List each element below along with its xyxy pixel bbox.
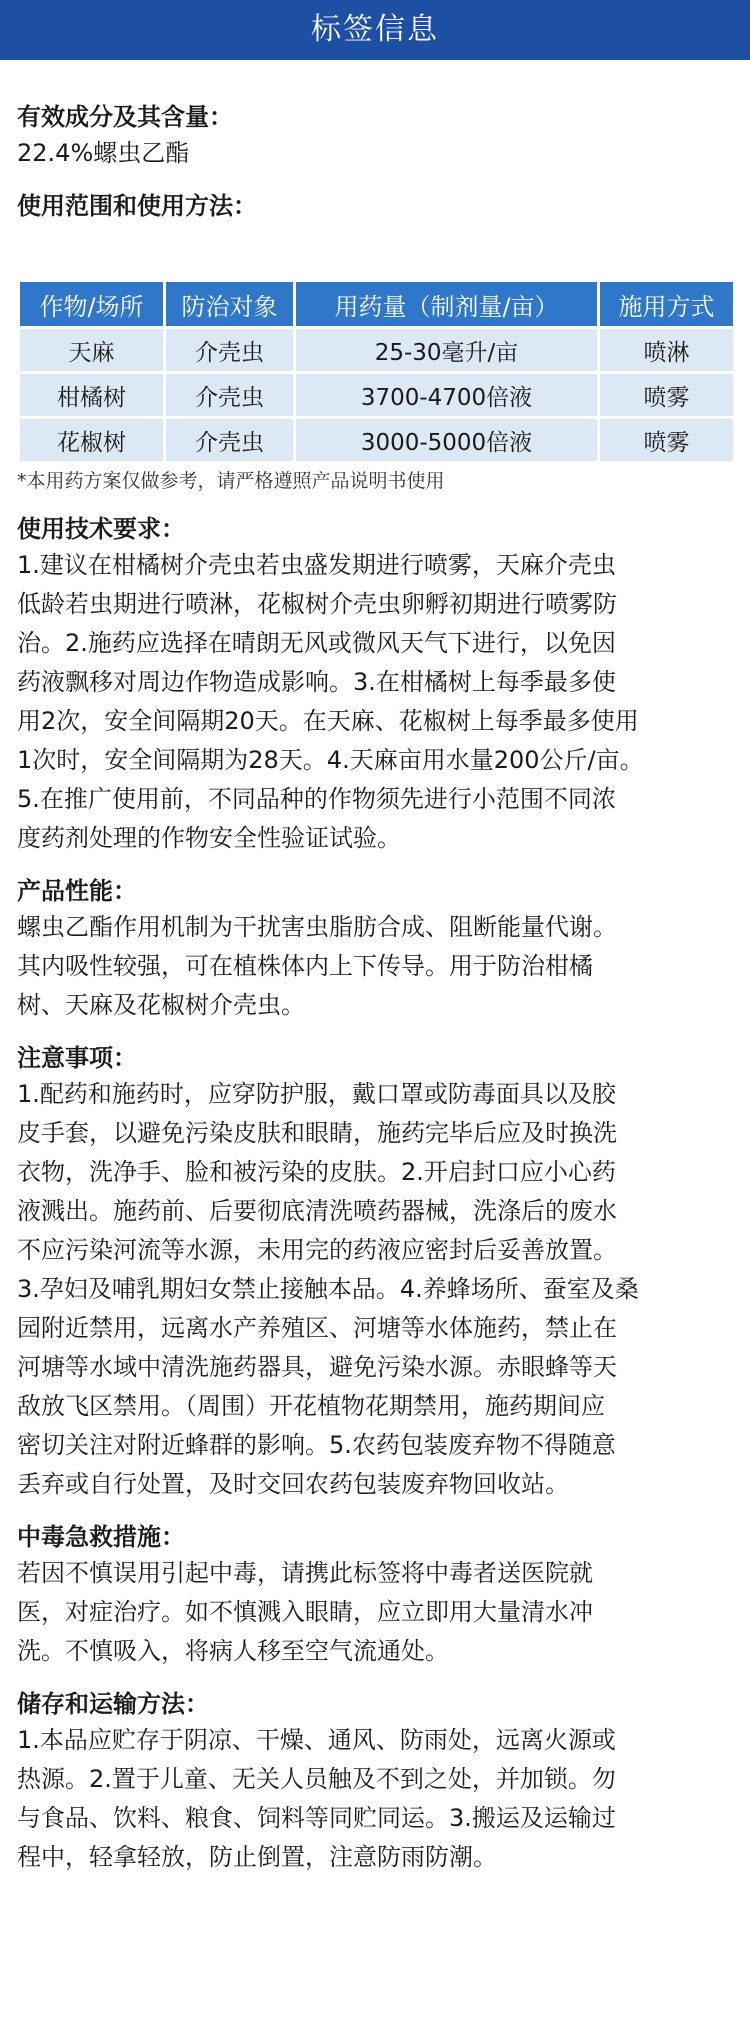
- text-line: 液溅出。施药前、后要彻底清洗喷药器械，洗涤后的废水: [17, 1197, 617, 1225]
- table-cell-method: 喷雾: [600, 419, 733, 461]
- table-cell-target: 介壳虫: [166, 374, 293, 416]
- usage-table-header: [20, 282, 733, 326]
- table-cell-target: 介壳虫: [166, 329, 293, 371]
- text-line: 不应污染河流等水源，未用完的药液应密封后妥善放置。: [17, 1236, 617, 1264]
- text-line: 治。2.施药应选择在晴朗无风或微风天气下进行，以免因: [17, 629, 616, 657]
- text-line: 1.配药和施药时，应穿防护服，戴口罩或防毒面具以及胶: [17, 1080, 616, 1108]
- column-header-crop: 作物/场所: [20, 282, 163, 326]
- text-line: 园附近禁用，远离水产养殖区、河塘等水体施药，禁止在: [17, 1314, 617, 1342]
- table-cell-crop: 花椒树: [20, 419, 163, 461]
- firstaid-text: [17, 1554, 733, 1671]
- text-line: 1.建议在柑橘树介壳虫若虫盛发期进行喷雾，天麻介壳虫: [17, 551, 616, 579]
- page-header: [0, 0, 750, 60]
- text-line: 河塘等水域中清洗施药器具，避免污染水源。赤眼蜂等天: [17, 1353, 617, 1381]
- table-cell-target: 介壳虫: [166, 419, 293, 461]
- table-cell-crop: 柑橘树: [20, 374, 163, 416]
- precautions-text: [17, 1075, 733, 1504]
- page-title: 标签信息: [311, 12, 439, 47]
- text-line: 程中，轻拿轻放，防止倒置，注意防雨防潮。: [17, 1843, 497, 1871]
- text-line: 其内吸性较强，可在植株体内上下传导。用于防治柑橘: [17, 952, 593, 980]
- text-line: 5.在推广使用前，不同品种的作物须先进行小范围不同浓: [17, 785, 616, 813]
- storage-section: [17, 1687, 733, 1877]
- table-cell-dosage: 25-30毫升/亩: [296, 329, 597, 371]
- text-line: 1.本品应贮存于阴凉、干燥、通风、防雨处，远离火源或: [17, 1726, 616, 1754]
- column-header-dosage: 用药量（制剂量/亩）: [296, 282, 597, 326]
- table-cell-dosage: 3700-4700倍液: [296, 374, 597, 416]
- text-line: 洗。不慎吸入，将病人移至空气流通处。: [17, 1637, 449, 1665]
- ingredients-text: 22.4%螺虫乙酯: [17, 139, 190, 167]
- text-line: 密切关注对附近蜂群的影响。5.农药包装废弃物不得随意: [17, 1431, 616, 1459]
- text-line: 螺虫乙酯作用机制为干扰害虫脂肪合成、阻断能量代谢。: [17, 913, 617, 941]
- ingredients-heading: 有效成分及其含量：: [17, 103, 233, 131]
- text-line: 低龄若虫期进行喷淋，花椒树介壳虫卵孵初期进行喷雾防: [17, 590, 617, 618]
- table-row: [20, 329, 733, 371]
- text-line: 敌放飞区禁用。（周围）开花植物花期禁用，施药期间应: [17, 1392, 605, 1420]
- text-line: 树、天麻及花椒树介壳虫。: [17, 991, 305, 1019]
- table-cell-crop: 天麻: [20, 329, 163, 371]
- usage-note: *本用药方案仅做参考，请严格遵照产品说明书使用: [17, 470, 445, 492]
- table-cell-dosage: 3000-5000倍液: [296, 419, 597, 461]
- precautions-section: [17, 1041, 733, 1504]
- text-line: 度药剂处理的作物安全性验证试验。: [17, 824, 401, 852]
- ingredients-section: [17, 100, 733, 173]
- usage-heading: 使用范围和使用方法：: [17, 192, 257, 220]
- text-line: 3.孕妇及哺乳期妇女禁止接触本品。4.养蜂场所、蚕室及桑: [17, 1275, 639, 1303]
- table-cell-method: 喷淋: [600, 329, 733, 371]
- text-line: 丢弃或自行处置，及时交回农药包装废弃物回收站。: [17, 1470, 569, 1498]
- text-line: 衣物，洗净手、脸和被污染的皮肤。2.开启封口应小心药: [17, 1158, 616, 1186]
- text-line: 皮手套，以避免污染皮肤和眼睛，施药完毕后应及时换洗: [17, 1119, 617, 1147]
- text-line: 医，对症治疗。如不慎溅入眼睛，应立即用大量清水冲: [17, 1598, 593, 1626]
- usage-table: [17, 279, 736, 464]
- storage-text: [17, 1721, 733, 1877]
- table-row: [20, 419, 733, 461]
- column-header-target: 防治对象: [166, 282, 293, 326]
- table-row: [20, 374, 733, 416]
- text-line: 用2次，安全间隔期20天。在天麻、花椒树上每季最多使用: [17, 707, 639, 735]
- firstaid-section: [17, 1520, 733, 1671]
- text-line: 1次时，安全间隔期为28天。4.天麻亩用水量200公斤/亩。: [17, 746, 644, 774]
- label-content: [0, 100, 750, 1877]
- text-line: 若因不慎误用引起中毒，请携此标签将中毒者送医院就: [17, 1559, 593, 1587]
- column-header-method: 施用方式: [600, 282, 733, 326]
- technical-text: [17, 546, 733, 858]
- text-line: 与食品、饮料、粮食、饲料等同贮同运。3.搬运及运输过: [17, 1804, 616, 1832]
- performance-section: [17, 874, 733, 1025]
- technical-heading: 使用技术要求：: [17, 515, 185, 543]
- firstaid-heading: 中毒急救措施：: [17, 1523, 185, 1551]
- performance-text: [17, 908, 733, 1025]
- text-line: 热源。2.置于儿童、无关人员触及不到之处，并加锁。勿: [17, 1765, 616, 1793]
- table-cell-method: 喷雾: [600, 374, 733, 416]
- usage-section: [17, 189, 733, 496]
- technical-section: [17, 512, 733, 858]
- text-line: 药液飘移对周边作物造成影响。3.在柑橘树上每季最多使: [17, 668, 616, 696]
- performance-heading: 产品性能：: [17, 877, 137, 905]
- storage-heading: 储存和运输方法：: [17, 1690, 209, 1718]
- precautions-heading: 注意事项：: [17, 1044, 137, 1072]
